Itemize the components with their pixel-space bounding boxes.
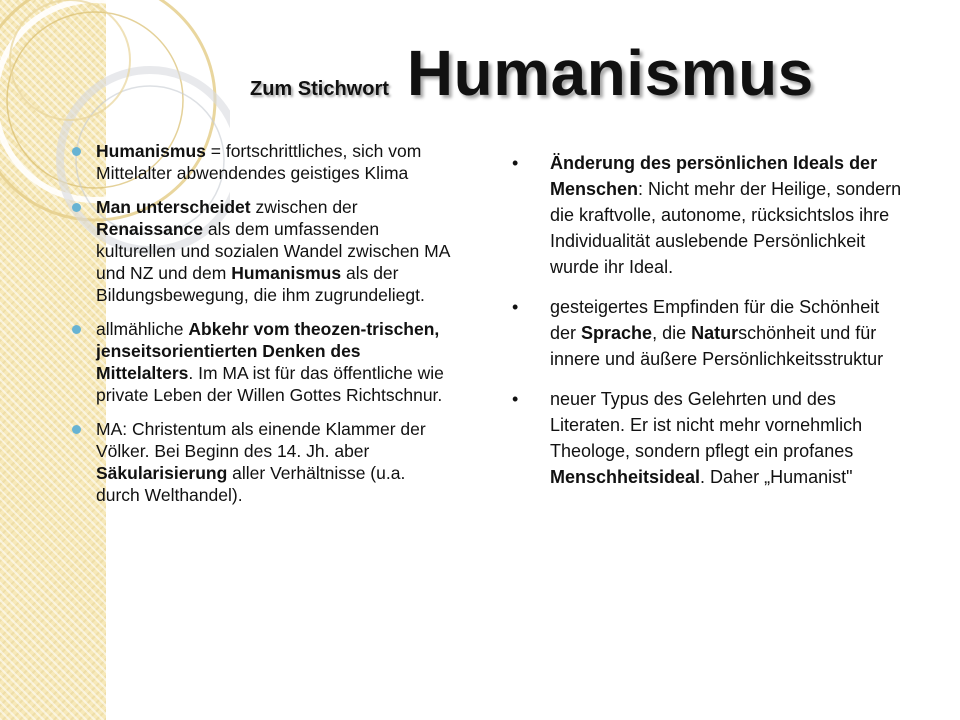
- bold-text: Änderung des persönlichen Ideals der Menschen: [550, 153, 878, 199]
- bullet-icon: [72, 147, 81, 156]
- list-item: [508, 386, 908, 490]
- bold-text: Menschheitsideal: [550, 467, 701, 487]
- bullet-icon: •: [512, 153, 519, 173]
- text: : Nicht mehr der Heilige, sondern die kraftvolle, autonome, rücksichtslos ihre Individualität auslebende Persönlichkeit wurde ihr Ideal.: [550, 179, 902, 277]
- text: schönheit und für innere und äußere Persönlichkeitsstruktur: [550, 323, 884, 369]
- bold-text: Humanismus: [231, 263, 342, 283]
- bold-text: Abkehr vom theozen-trischen, jenseitsorientierten Denken des Mittelalters: [96, 319, 440, 383]
- bold-text: Sprache: [581, 323, 653, 343]
- bold-text: Renaissance: [96, 219, 204, 239]
- text: , die: [652, 323, 692, 343]
- left-column: [66, 140, 450, 518]
- bullet-icon: [72, 425, 81, 434]
- text: gesteigertes Empfinden für die Schönheit der: [550, 297, 880, 343]
- text: MA: Christentum als einende Klammer der Völker. Bei Beginn des 14. Jh. aber: [96, 419, 426, 461]
- text: als der Bildungsbewegung, die ihm zugrundeliegt.: [96, 263, 425, 305]
- text: . Im MA ist für das öffentliche wie private Leben der Willen Gottes Richtschnur.: [96, 363, 444, 405]
- list-item: [508, 150, 908, 280]
- text: = fortschrittliches, sich vom Mittelalter abwendendes geistiges Klima: [96, 141, 422, 183]
- right-bullet-list: [508, 150, 908, 490]
- left-bullet-list: [66, 140, 450, 506]
- list-item: [66, 418, 450, 506]
- text: zwischen der: [250, 197, 358, 217]
- list-item: [508, 294, 908, 372]
- text: allmähliche: [96, 319, 189, 339]
- bullet-icon: •: [512, 389, 519, 409]
- list-item: [66, 140, 450, 184]
- text: aller Verhältnisse (u.a. durch Welthandel).: [96, 463, 406, 505]
- right-column: [508, 150, 908, 504]
- text: . Daher „Humanist": [700, 467, 853, 487]
- list-item: [66, 318, 450, 406]
- bullet-icon: [72, 325, 81, 334]
- bold-text: Säkularisierung: [96, 463, 228, 483]
- list-item: [66, 196, 450, 306]
- bold-text: Man unterscheidet: [96, 197, 251, 217]
- text: neuer Typus des Gelehrten und des Literaten. Er ist nicht mehr vornehmlich Theologe, sondern pflegt ein profanes: [550, 389, 863, 461]
- title-main: Humanismus: [406, 37, 814, 109]
- bold-text: Natur: [691, 323, 739, 343]
- bold-text: Humanismus: [96, 141, 206, 161]
- bullet-icon: •: [512, 297, 519, 317]
- slide-title: [250, 36, 930, 116]
- title-prefix: Zum Stichwort: [250, 78, 389, 100]
- bullet-icon: [72, 203, 81, 212]
- text: als dem umfassenden kulturellen und sozialen Wandel zwischen MA und NZ und dem: [96, 219, 450, 283]
